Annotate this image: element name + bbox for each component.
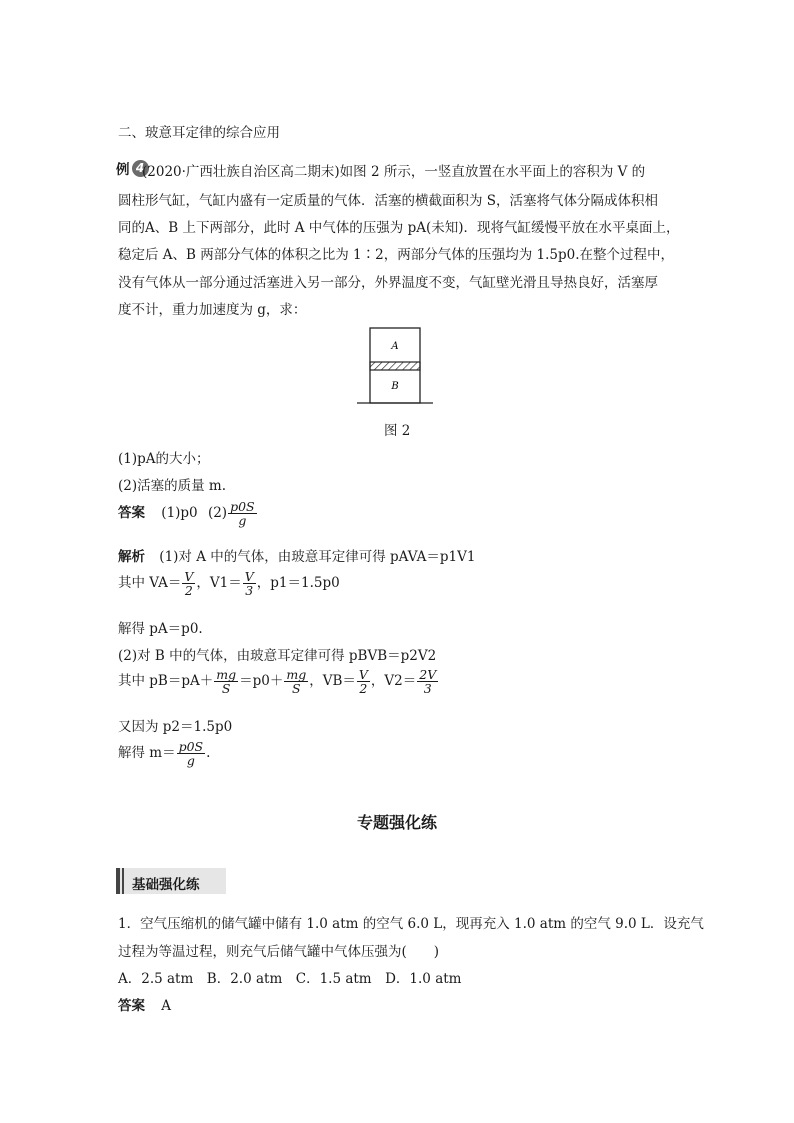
example-label: 例 — [116, 162, 130, 178]
example-line-5: 没有气体从一部分通过活塞进入另一部分，外界温度不变，气缸壁光滑且导热良好，活塞厚 — [118, 275, 658, 291]
section-title: 二、玻意耳定律的综合应用 — [118, 125, 280, 141]
practice-section-label: 基础强化练 — [132, 877, 200, 893]
example-line-6: 度不计，重力加速度为 g，求： — [118, 302, 307, 318]
label-a: A — [391, 341, 399, 352]
problem-1-answer — [118, 994, 171, 1014]
example-line-2: 圆柱形气缸，气缸内盛有一定质量的气体．活塞的横截面积为 S，活塞将气体分隔成体积相 — [118, 193, 659, 209]
problem-1-line-2: 过程为等温过程，则充气后储气罐中气体压强为( ) — [118, 944, 440, 960]
cylinder-figure — [355, 325, 445, 407]
section-bar-marker-icon — [116, 868, 120, 894]
example-line-3: 同的A、B 上下两部分，此时 A 中气体的压强为 pA(未知)．现将气缸缓慢平放在水平桌面上， — [118, 220, 680, 236]
problem-1-options: A．2.5 atm B．2.0 atm C．1.5 atm D．1.0 atm — [118, 971, 462, 987]
answer-part-2-prefix: (2) — [207, 505, 228, 522]
answer-fraction: $\frac{p0S}{g}$ — [230, 499, 255, 529]
analysis-line-4: (2)对 B 中的气体，由玻意耳定律可得 pBVB＝p2V2 — [118, 648, 437, 664]
label-b: B — [391, 381, 399, 392]
example-line-1: (2020·广西壮族自治区高二期末)如图 2 所示，一竖直放置在水平面上的容积为 V 的 — [142, 164, 646, 180]
question-1: (1)pA的大小； — [118, 451, 210, 467]
answer-label: 答案 — [118, 505, 145, 522]
problem-1-line-1: 1．空气压缩机的储气罐中储有 1.0 atm 的空气 6.0 L，现再充入 1.0 atm 的空气 9.0 L．设充气 — [118, 916, 704, 932]
answer-part-1: (1)p0 — [161, 505, 198, 522]
analysis-line-3: 解得 pA＝p0. — [118, 621, 203, 637]
figure-caption: 图 2 — [384, 423, 411, 439]
section-bar-marker-icon-2 — [122, 868, 124, 894]
practice-section-bar — [116, 868, 226, 894]
analysis-line-1: 解析 (1)对 A 中的气体，由玻意耳定律可得 pAVA＝p1V1 — [118, 549, 476, 565]
piston — [370, 362, 420, 370]
analysis-line-2: 其中 VA＝ $\frac{V}{2}$ ，V1＝ $\frac{V}{3}$ ，p1＝1.5p0 — [118, 569, 340, 599]
example-number-icon: 4 — [132, 160, 149, 177]
question-2: (2)活塞的质量 m. — [118, 478, 227, 494]
analysis-label: 解析 — [118, 549, 145, 565]
problem-1-answer-value: A — [161, 998, 172, 1014]
analysis-line-6: 又因为 p2＝1.5p0 — [118, 719, 233, 735]
problem-1-answer-label: 答案 — [118, 998, 145, 1014]
practice-title: 专题强化练 — [356, 813, 437, 832]
answer-row — [118, 500, 258, 527]
example-line-4: 稳定后 A、B 两部分气体的体积之比为 1∶2，两部分气体的压强均为 1.5p0.在整个过程中， — [118, 247, 675, 263]
analysis-line-7: 解得 m＝ $\frac{p0S}{g}$ . — [118, 739, 211, 769]
analysis-line-5: 其中 pB＝pA＋ $\frac{mg}{S}$ ＝p0＋ $\frac{mg}{S}$ ，VB＝ $\frac{V}{2}$ ，V2＝ $\frac{2V}{3}$ — [118, 667, 437, 697]
